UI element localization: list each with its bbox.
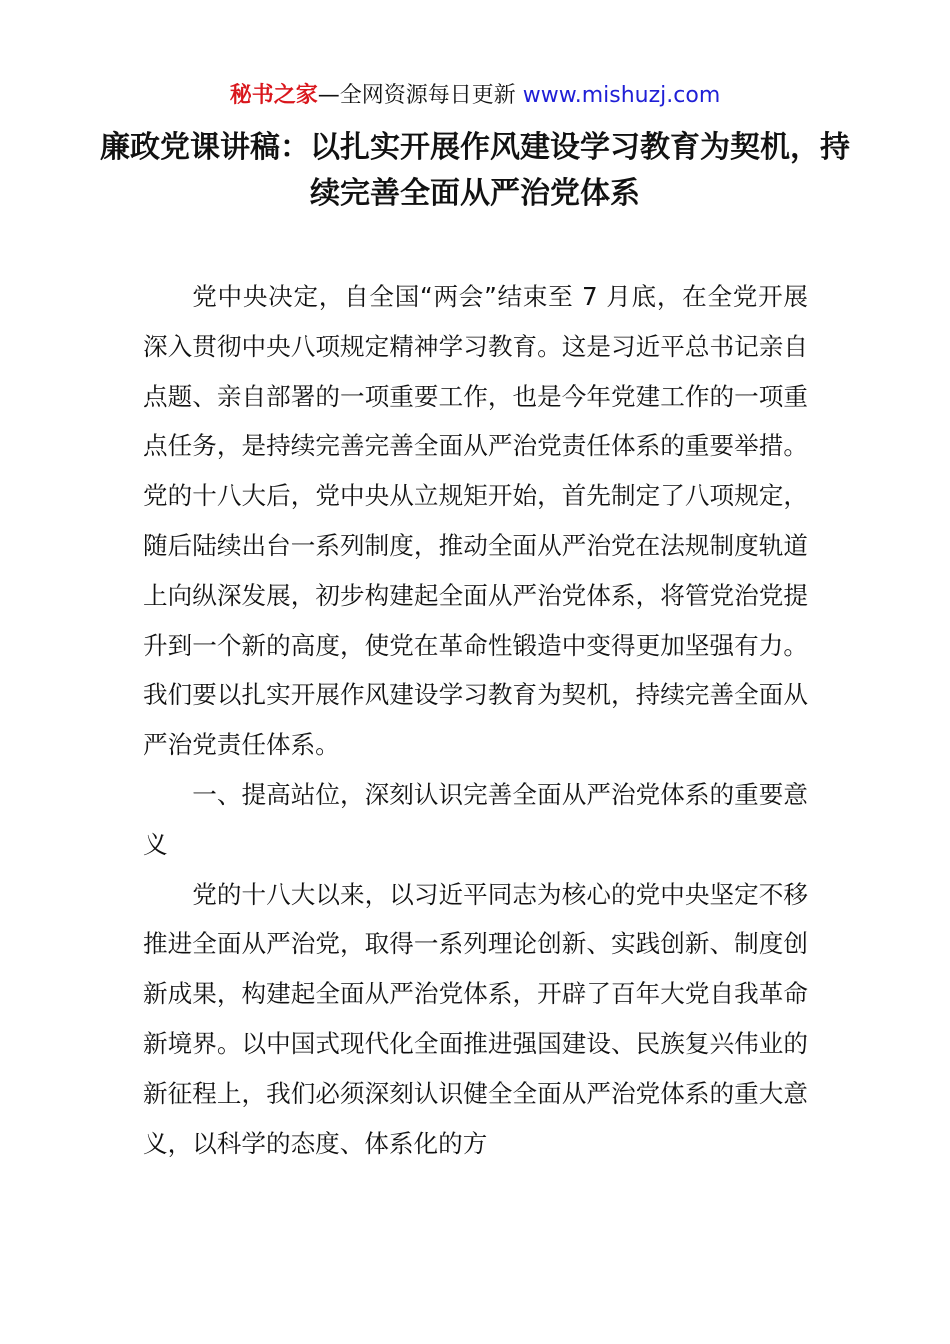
paragraph-section-1: 党的十八大以来，以习近平同志为核心的党中央坚定不移推进全面从严治党，取得一系列理论创新、实践创新、制度创新成果，构建起全面从严治党体系，开辟了百年大党自我革命新境界。以中国式现代化全面推进强国建设、民族复兴伟业的新征程上，我们必须深刻认识健全全面从严治党体系的重大意义，以科学的态度、体系化的方 [143,879,808,1158]
site-header [0,80,950,112]
site-url[interactable]: www.mishuzj.com [522,83,721,108]
paragraph-intro: 党中央决定，自全国“两会”结束至 7 月底，在全党开展深入贯彻中央八项规定精神学习教育。这是习近平总书记亲自点题、亲自部署的一项重要工作，也是今年党建工作的一项重点任务，是持续完善完善全面从严治党责任体系的重要举措。党的十八大后，党中央从立规矩开始，首先制定了八项规定，随后陆续出台一系列制度，推动全面从严治党在法规制度轨道上向纵深发展，初步构建起全面从严治党体系，将管党治党提升到一个新的高度，使党在革命性锻造中变得更加坚强有力。我们要以扎实开展作风建设学习教育为契机，持续完善全面从严治党责任体系。 [143,282,808,760]
document-title: 廉政党课讲稿：以扎实开展作风建设学习教育为契机，持续完善全面从严治党体系 [100,130,850,211]
brand-name: 秘书之家 [229,83,318,108]
header-tagline: —全网资源每日更新 [317,83,516,108]
document-body [143,272,808,1168]
section-heading-1: 一、提高站位，深刻认识完善全面从严治党体系的重要意义 [143,779,808,859]
